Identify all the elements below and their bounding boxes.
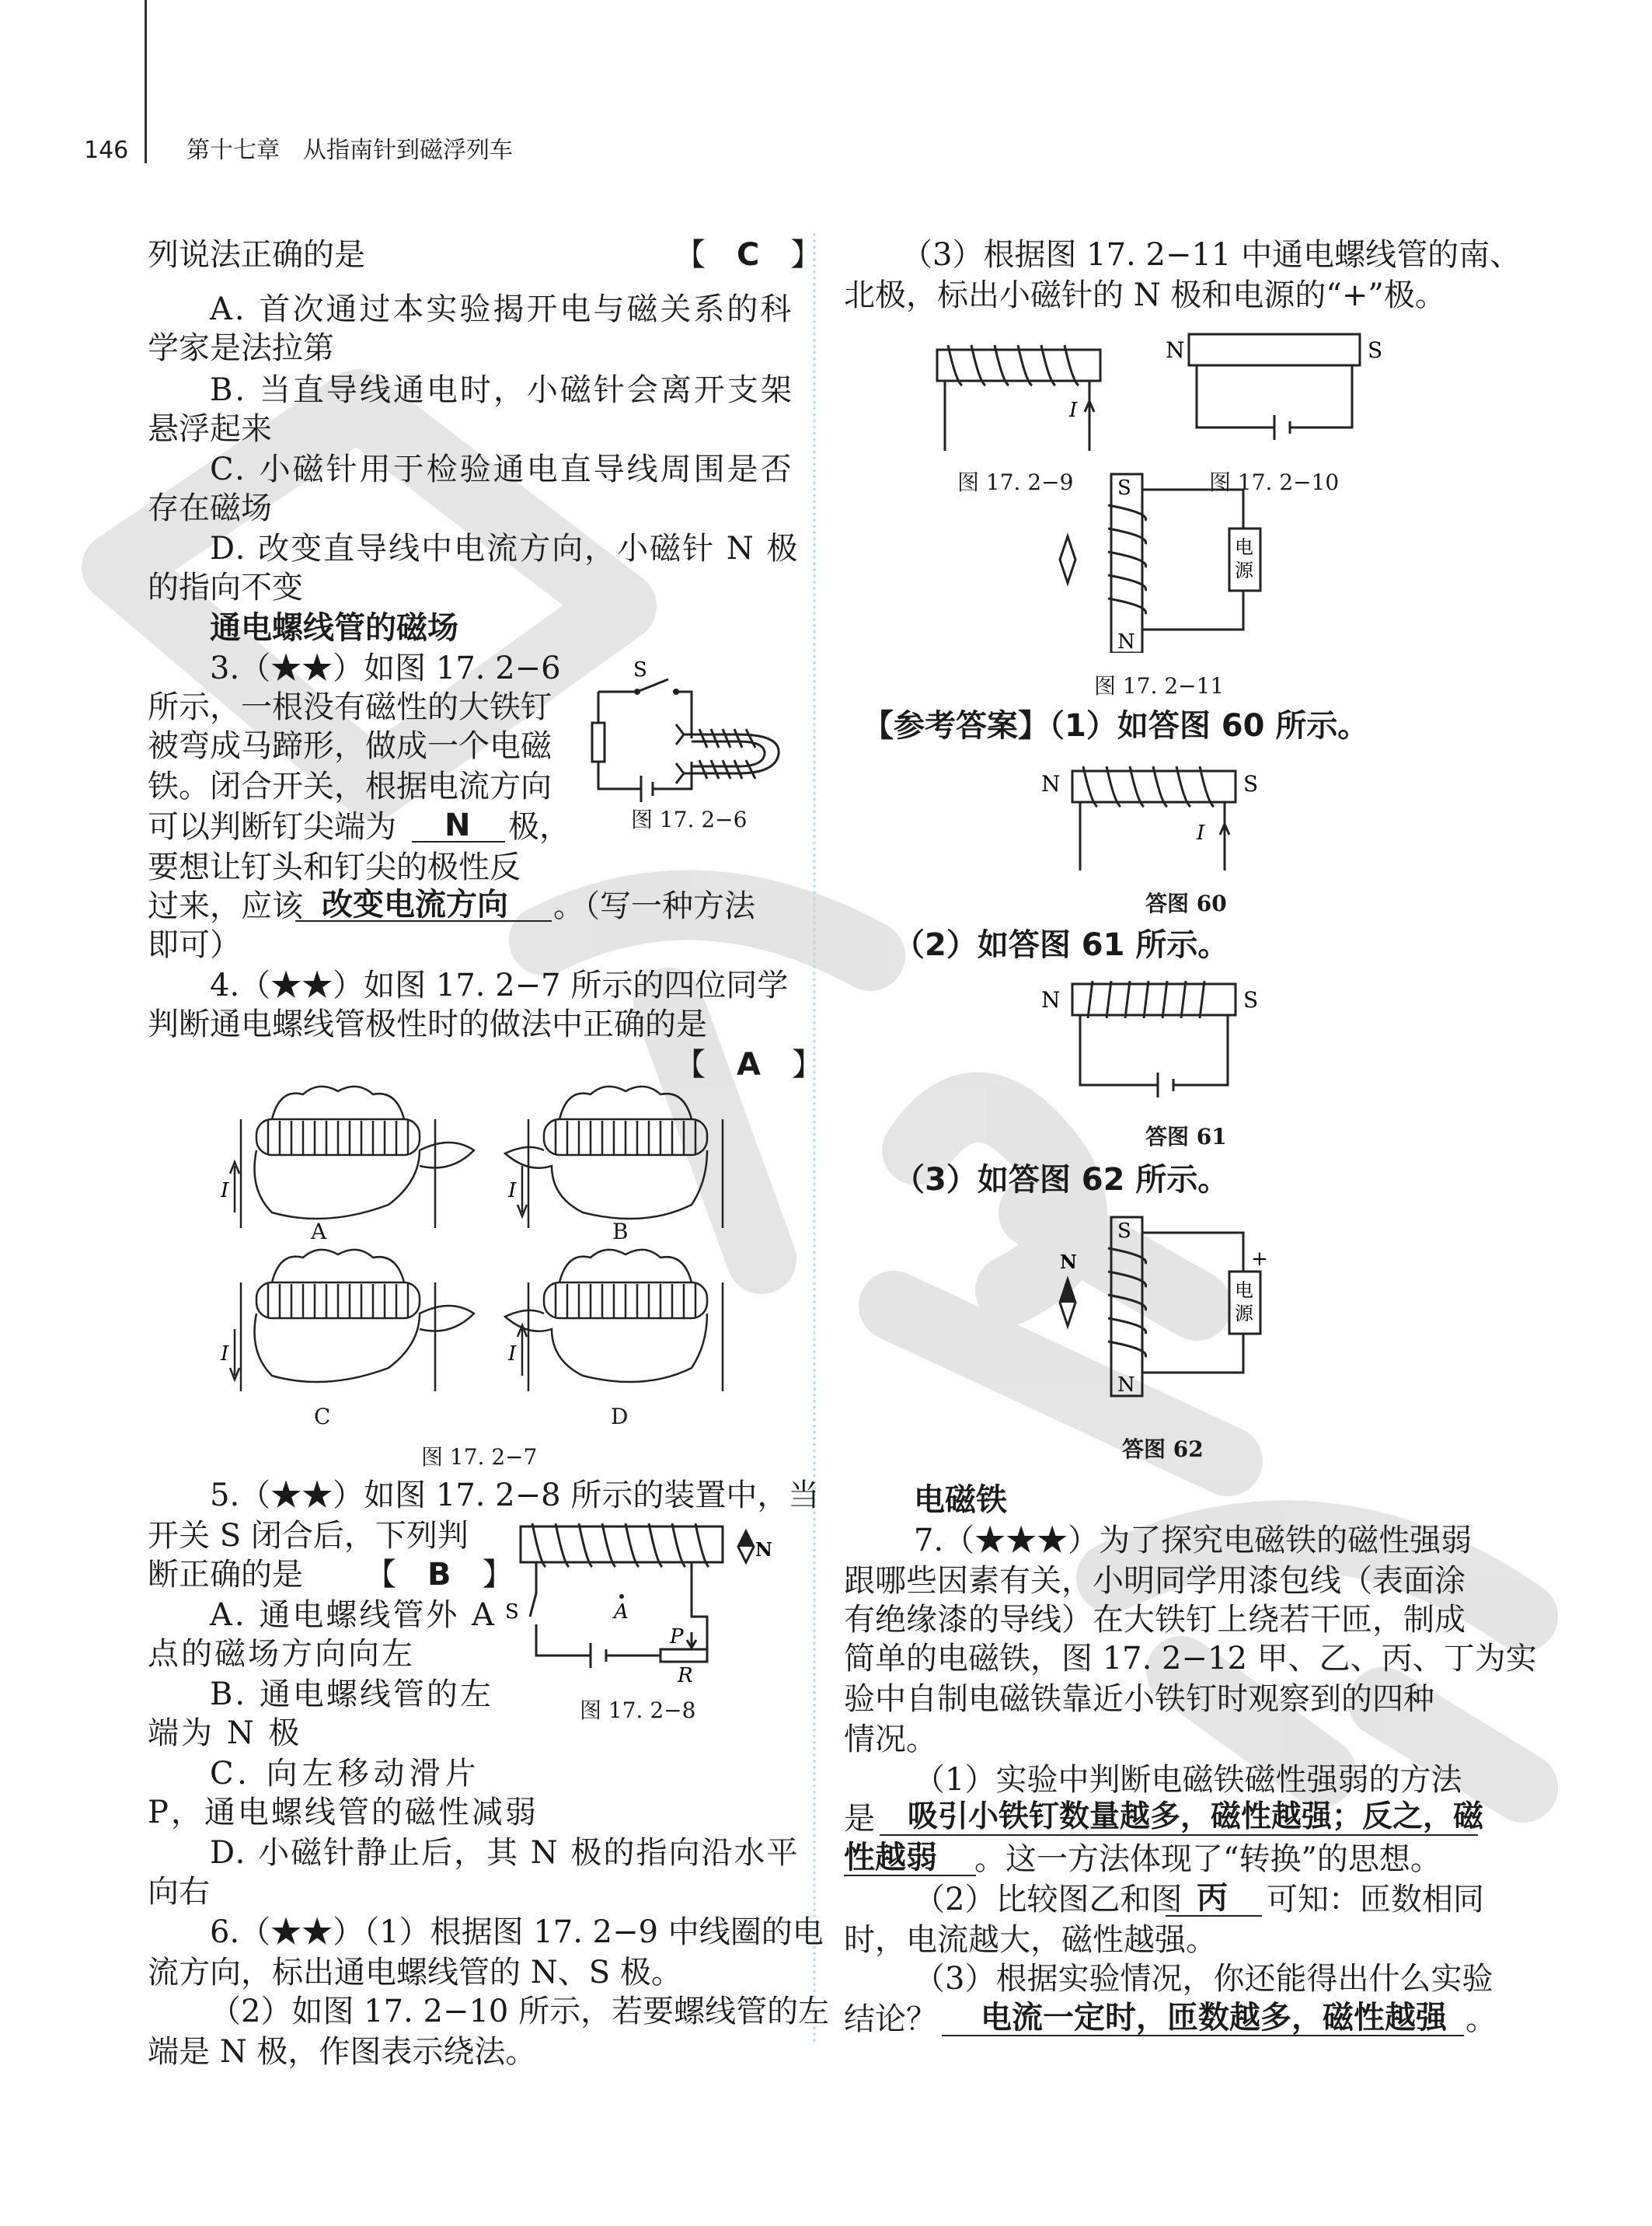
- hand-a: [230, 1087, 474, 1228]
- answer-figure-62: [1049, 1209, 1282, 1404]
- q5-line-2: 开关 S 闭合后，下列判: [148, 1518, 469, 1554]
- q7-1-post: 。这一方法体现了“转换”的思想。: [974, 1841, 1441, 1877]
- q3-line-7-post: 。（写一种方法: [553, 888, 755, 924]
- q5-option-a-2: 点的磁场方向向左: [148, 1636, 415, 1672]
- ans60-n: N: [1041, 771, 1061, 797]
- answer-figure-60: [1041, 754, 1290, 878]
- q3-line-5-post: 极，: [508, 809, 570, 845]
- fig10-s: S: [1368, 337, 1383, 363]
- hand-label-b: B: [612, 1219, 629, 1244]
- q3-line-8: 即可）: [148, 927, 241, 963]
- q7-line-2: 跟哪些因素有关，小明同学用漆包线（表面涂: [844, 1563, 1466, 1599]
- figure-17-2-11: [1049, 466, 1282, 653]
- q3-line-7-pre: 过来，应该: [148, 888, 303, 924]
- q7-line-1: 7.（★★★）为了探究电磁铁的磁性强弱: [914, 1523, 1473, 1558]
- hand-label-d: D: [611, 1404, 629, 1429]
- q2-option-c-1: C. 小磁针用于检验通电直导线周围是否: [210, 452, 794, 487]
- hand-label-c: C: [314, 1404, 331, 1429]
- q5-option-d-2: 向右: [148, 1874, 210, 1910]
- hand-d-current-label: I: [508, 1342, 517, 1366]
- q7-3-post: 。: [1466, 2001, 1497, 2037]
- figure-17-2-6: [575, 645, 793, 824]
- q3-line-4: 铁。闭合开关，根据电流方向: [148, 769, 552, 804]
- caption-17-2-6: 图 17. 2−6: [631, 807, 748, 832]
- q2-tail: 列说法正确的是: [148, 237, 365, 273]
- fig11-power-2: 源: [1235, 560, 1253, 581]
- q5-option-c-2: P，通电螺线管的磁性减弱: [148, 1795, 538, 1830]
- ans61-n: N: [1041, 987, 1061, 1013]
- hand-b-current-label: I: [508, 1179, 517, 1202]
- section-solenoid: 通电螺线管的磁场: [210, 610, 458, 646]
- ans62-s: S: [1117, 1219, 1131, 1243]
- q5-line-1: 5.（★★）如图 17. 2−8 所示的装置中，当: [210, 1478, 820, 1513]
- q3-answer-2: 改变电流方向: [322, 887, 508, 923]
- q7-line-5: 验中自制电磁铁靠近小铁钉时观察到的四种: [844, 1681, 1434, 1717]
- q6-line-1: 6.（★★）（1）根据图 17. 2−9 中线圈的电: [210, 1914, 824, 1950]
- ans62-power-2: 源: [1235, 1303, 1253, 1324]
- hand-d: [505, 1250, 723, 1391]
- q6-3-line-1: （3）根据图 17. 2−11 中通电螺线管的南、: [901, 237, 1521, 273]
- fig11-power-1: 电: [1235, 536, 1253, 558]
- fig8-rheostat-r: R: [678, 1664, 693, 1687]
- q6-line-4: 端是 N 极，作图表示绕法。: [148, 2034, 537, 2070]
- caption-answer-62: 答图 62: [1122, 1436, 1204, 1462]
- figure-17-2-7: [218, 1073, 746, 1438]
- q5-option-c-1: C. 向左移动滑片: [210, 1756, 481, 1792]
- section-electromagnet: 电磁铁: [914, 1482, 1007, 1518]
- fig11-n: N: [1117, 630, 1135, 653]
- q2-option-c-2: 存在磁场: [148, 490, 272, 526]
- q7-1-answer-b: 性越弱: [844, 1840, 937, 1875]
- q6-3-line-2: 北极，标出小磁针的 N 极和电源的“+”极。: [844, 277, 1446, 313]
- q3-line-1: 3.（★★）如图 17. 2−6: [210, 651, 561, 686]
- q2-option-d-2: 的指向不变: [148, 570, 303, 605]
- ans62-n: N: [1117, 1373, 1135, 1397]
- hand-c-current-label: I: [221, 1342, 229, 1366]
- ans62-plus: +: [1251, 1247, 1268, 1271]
- q5-line-3: 断正确的是: [148, 1557, 303, 1593]
- q6-line-3: （2）如图 17. 2−10 所示，若要螺线管的左: [210, 1994, 830, 2029]
- caption-answer-61: 答图 61: [1145, 1124, 1227, 1150]
- fig8-switch-s: S: [505, 1600, 519, 1624]
- figure-17-2-8: [497, 1516, 793, 1687]
- ans61-s: S: [1243, 987, 1259, 1013]
- fig8-slider-p: P: [670, 1625, 684, 1649]
- fig9-current-label: I: [1069, 399, 1078, 422]
- hand-b: [505, 1087, 723, 1228]
- q3-line-6: 要想让钉头和钉尖的极性反: [148, 850, 521, 885]
- q7-line-3: 有绝缘漆的导线）在大铁钉上绕若干匝，制成: [844, 1602, 1466, 1638]
- q3-line-3: 被弯成马蹄形，做成一个电磁: [148, 728, 552, 764]
- q3-line-5-pre: 可以判断钉尖端为: [148, 809, 396, 845]
- q2-option-a-1: A. 首次通过本实验揭开电与磁关系的科: [210, 291, 794, 327]
- q7-1-pre: 是: [844, 1801, 875, 1837]
- q5-option-d-1: D. 小磁针静止后，其 N 极的指向沿水平: [210, 1835, 800, 1871]
- figure-17-2-10: [1166, 326, 1399, 459]
- q7-1-answer-a: 吸引小铁钉数量越多，磁性越强；反之，磁: [908, 1799, 1484, 1834]
- ref-label: 【参考答案】: [863, 708, 1049, 744]
- ans62-power-1: 电: [1235, 1279, 1253, 1301]
- q2-option-d-1: D. 改变直导线中电流方向，小磁针 N 极: [210, 531, 800, 567]
- q4-answer: A: [737, 1047, 761, 1083]
- page-number: 146: [84, 137, 129, 164]
- ans62-needle-n: N: [1060, 1251, 1077, 1273]
- q7-2-answer: 丙: [1197, 1880, 1228, 1916]
- q2-option-b-2: 悬浮起来: [148, 411, 272, 447]
- fig10-n: N: [1166, 337, 1185, 363]
- q7-1-line: （1）实验中判断电磁铁磁性强弱的方法: [914, 1762, 1462, 1798]
- ref-answer-1-text: （1）如答图 60 所示。: [1049, 708, 1369, 744]
- q7-line-4: 简单的电磁铁，图 17. 2−12 甲、乙、丙、丁为实: [844, 1641, 1537, 1676]
- q5-option-a-1: A. 通电螺线管外 A: [210, 1597, 497, 1633]
- ref-answer-3: （3）如答图 62 所示。: [894, 1162, 1229, 1198]
- q4-line-2: 判断通电螺线管极性时的做法中正确的是: [148, 1007, 707, 1042]
- caption-17-2-8: 图 17. 2−8: [580, 1697, 696, 1723]
- q4-line-1: 4.（★★）如图 17. 2−7 所示的四位同学: [210, 968, 789, 1003]
- q7-2-line-2: 时，电流越大，磁性越强。: [844, 1922, 1217, 1958]
- q3-line-2: 所示，一根没有磁性的大铁钉: [148, 689, 552, 725]
- caption-17-2-10: 图 17. 2−10: [1209, 469, 1340, 495]
- hand-a-current-label: I: [221, 1179, 229, 1202]
- caption-17-2-9: 图 17. 2−9: [957, 469, 1074, 495]
- caption-17-2-11: 图 17. 2−11: [1094, 673, 1225, 699]
- q5-bracket: 【 B 】: [365, 1557, 514, 1593]
- chapter-title: 第十七章 从指南针到磁浮列车: [186, 137, 513, 164]
- q7-2-post: 可知：匝数相同: [1267, 1882, 1484, 1917]
- ans60-current: I: [1197, 822, 1205, 845]
- hand-label-a: A: [311, 1219, 327, 1244]
- q2-bracket: 【 C 】: [674, 237, 822, 273]
- q6-line-2: 流方向，标出通电螺线管的 N、S 极。: [148, 1955, 682, 1990]
- ref-answer-1: [863, 706, 1368, 746]
- caption-17-2-7: 图 17. 2−7: [421, 1444, 538, 1470]
- q7-3-answer: 电流一定时，匝数越多，磁性越强: [981, 2000, 1447, 2036]
- fig8-point-a: A: [614, 1600, 629, 1624]
- fig11-s: S: [1117, 476, 1131, 500]
- q2-answer: C: [737, 237, 760, 273]
- q5-option-b-2: 端为 N 极: [148, 1715, 302, 1751]
- switch-s-label: S: [633, 658, 647, 682]
- ans60-s: S: [1243, 771, 1259, 797]
- q7-2-pre: （2）比较图乙和图: [914, 1882, 1183, 1917]
- answer-figure-61: [1041, 976, 1290, 1101]
- q2-option-a-2: 学家是法拉第: [148, 330, 334, 366]
- hand-c: [230, 1250, 474, 1391]
- caption-answer-60: 答图 60: [1145, 891, 1227, 916]
- q2-option-b-1: B. 当直导线通电时，小磁针会离开支架: [210, 372, 794, 408]
- q7-line-6: 情况。: [844, 1722, 937, 1757]
- q5-option-b-1: B. 通电螺线管的左: [210, 1676, 493, 1712]
- q7-3-pre: 结论？: [844, 2001, 937, 2037]
- q7-3-line: （3）根据实验情况，你还能得出什么实验: [914, 1961, 1493, 1997]
- figure-17-2-9: [925, 326, 1111, 459]
- ref-answer-2: （2）如答图 61 所示。: [894, 927, 1229, 963]
- q4-bracket: 【 A 】: [674, 1047, 823, 1083]
- q3-answer-1: N: [444, 808, 471, 843]
- fig8-needle-n: N: [755, 1538, 772, 1561]
- q5-answer: B: [427, 1557, 451, 1593]
